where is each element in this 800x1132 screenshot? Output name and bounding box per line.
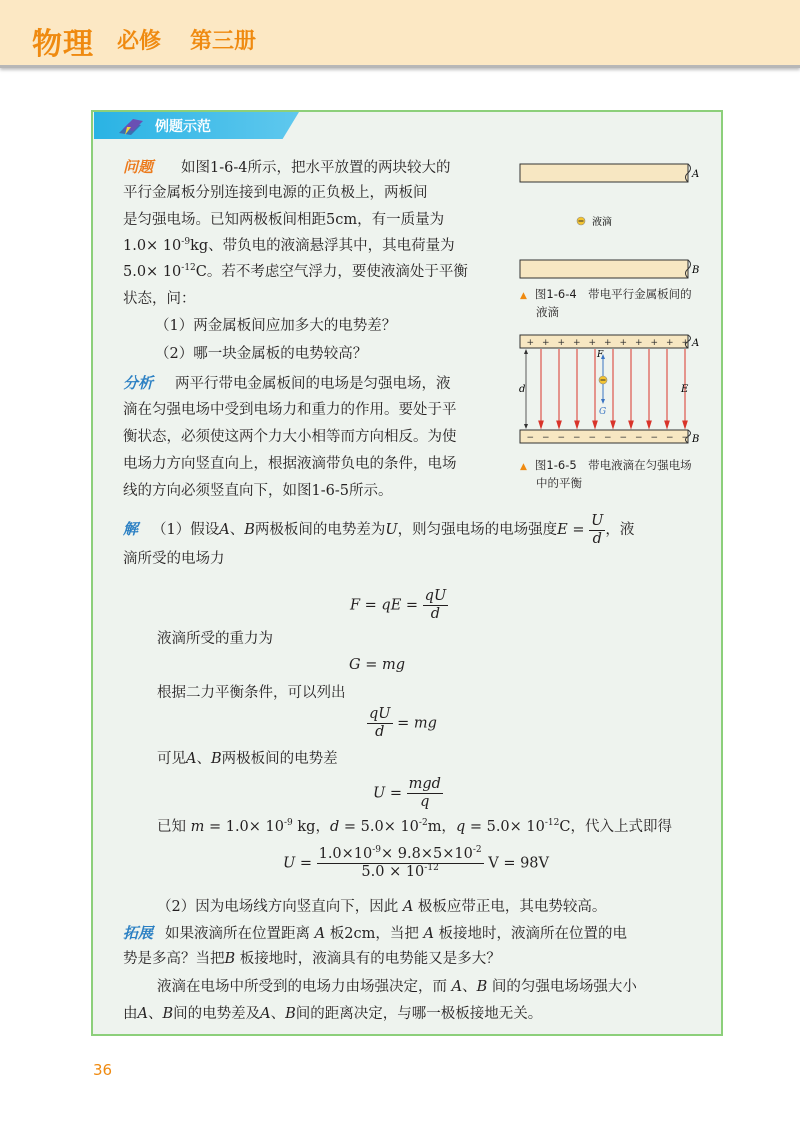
problem-line-1: 问题 如图1-6-4所示，把水平放置的两块较大的: [123, 158, 451, 176]
page-number: 36: [93, 1061, 113, 1079]
minus-sign: −: [666, 433, 674, 443]
equation-potential-diff: U = $\frac{\text{mgd}}{q}$: [373, 776, 441, 810]
equation-gravity: G = mg: [349, 657, 405, 673]
minus-sign: −: [557, 433, 566, 443]
minus-sign: −: [635, 433, 643, 443]
solution-label: 解: [123, 520, 139, 538]
extension-line-1: 拓展 如果液滴所在位置距离 A 板2cm，当把 A 板接地时，液滴所在位置的电: [123, 924, 628, 942]
triangle-icon: ▲: [520, 462, 527, 472]
problem-label: 问题: [123, 158, 154, 176]
question-2: （2）哪一块金属板的电势较高？: [155, 346, 368, 362]
extension-line-4: 由A、B间的电势差及A、B间的距离决定，与哪一极板接地无关。: [123, 1006, 543, 1022]
field-line-arrow: [665, 421, 669, 428]
problem-line-2: 平行金属板分别连接到电源的正负极上，两板间: [123, 185, 428, 201]
force-f-label: F: [597, 350, 604, 360]
analysis-line-2: 滴在匀强电场中受到电场力和重力的作用。要处于平: [123, 402, 457, 418]
distance-label: d: [519, 384, 526, 395]
header-required: 必修: [117, 29, 162, 54]
plus-sign: +: [681, 338, 690, 348]
extension-line-2: 势是多高？当把B 板接地时，液滴具有的电势能又是多大？: [123, 951, 501, 967]
plus-sign: +: [557, 338, 566, 348]
gravity-text: 液滴所受的重力为: [157, 631, 273, 647]
field-line-arrow: [557, 421, 561, 428]
field-line-arrow: [539, 421, 543, 428]
plate-a: [520, 164, 688, 182]
problem-line-6: 状态，问：: [123, 291, 196, 307]
known-values-text: 已知 $m = 1.0\times 10^{-9}$ kg，$d = 5.0\times 10^{-2}m$，$q = 5.0\times 10^{-12}C$，代入上式即得: [157, 818, 672, 835]
figure-charged-plates: [515, 158, 705, 288]
minus-sign: −: [619, 433, 628, 443]
plus-sign: +: [573, 338, 581, 348]
field-line-arrow: [611, 421, 615, 428]
header-volume: 第三册: [190, 29, 257, 54]
analysis-line-5: 线的方向必须竖直向下，如图1-6-5所示。: [123, 483, 393, 499]
page-header: [0, 0, 800, 68]
potential-diff-text: 可见A、B两极板间的电势差: [157, 751, 338, 767]
extension-line-3: 液滴在电场中所受到的电场力由场强决定，而 A、B 间的匀强电场场强大小: [157, 979, 637, 995]
plus-sign: +: [604, 338, 612, 348]
minus-sign: −: [588, 433, 597, 443]
droplet-label: 液滴: [592, 217, 612, 228]
header-subject: 物理: [32, 27, 94, 62]
equation-result: U = $\frac{1.0\times 10^{-9}\times 9.8\times 5\times 10^{-2}}{5.0 \times 10^{-12}}$ V = 98V: [283, 845, 549, 880]
book-icon: [117, 115, 145, 137]
analysis-label: 分析: [123, 374, 154, 392]
plus-sign: +: [650, 338, 659, 348]
plus-sign: +: [588, 338, 597, 348]
equation-balance: $\frac{qU}{d}$ = mg: [369, 706, 437, 740]
field-line-arrow: [647, 421, 651, 428]
plus-sign: +: [635, 338, 643, 348]
plus-sign: +: [542, 338, 550, 348]
minus-sign: −: [526, 433, 535, 443]
figure-uniform-field: [515, 330, 710, 450]
figure-2-caption: ▲ 图1-6-5 带电液滴在匀强电场 中的平衡: [520, 458, 692, 490]
problem-line-4: $1.0\times 10^{-9}kg$、带负电的液滴悬浮其中，其电荷量为: [123, 237, 455, 254]
plus-sign: +: [619, 338, 628, 348]
field-plate-b-label: B: [692, 434, 700, 445]
extension-label: 拓展: [123, 924, 154, 942]
field-plate-a-label: A: [692, 338, 700, 349]
plate-b-label: B: [692, 265, 700, 276]
analysis-line-3: 衡状态，必须使这两个力大小相等而方向相反。为使: [123, 429, 457, 445]
banner-title: 例题示范: [155, 119, 211, 135]
plus-sign: +: [526, 338, 535, 348]
field-lines: [539, 349, 687, 428]
field-line-arrow: [593, 421, 597, 428]
solution-line-2: 滴所受的电场力: [123, 551, 225, 567]
field-line-arrow: [575, 421, 579, 428]
minus-sign: −: [681, 433, 690, 443]
plate-b: [520, 260, 688, 278]
question-1: （1）两金属板间应加多大的电势差？: [155, 318, 397, 334]
plate-a-label: A: [692, 169, 700, 180]
plus-sign: +: [666, 338, 674, 348]
minus-sign: −: [542, 433, 550, 443]
solution-line-1: 解 （1）假设A、B两极板间的电势差为U，则匀强电场的电场强度E = $\frac{U}{d}$ ，液: [123, 512, 635, 547]
analysis-line-1: 分析 两平行带电金属板间的电场是匀强电场，液: [123, 374, 451, 392]
problem-line-3: 是匀强电场。已知两极板间相距5cm，有一质量为: [123, 212, 445, 228]
force-g-label: G: [599, 407, 607, 417]
field-e-label: E: [681, 384, 689, 395]
figure-1-caption: ▲ 图1-6-4 带电平行金属板间的 液滴: [520, 287, 692, 319]
analysis-line-4: 电场力方向竖直向上，根据液滴带负电的条件，电场: [123, 456, 457, 472]
field-strength-fraction: $\frac{U}{d}$: [591, 512, 604, 547]
minus-sign: −: [604, 433, 612, 443]
problem-line-5: $5.0\times 10^{-12}C$。若不考虑空气浮力，要使液滴处于平衡: [123, 263, 468, 280]
minus-sign: −: [650, 433, 659, 443]
solution-part-2: （2）因为电场线方向竖直向下，因此 A 极板应带正电，其电势较高。: [157, 899, 607, 915]
field-line-arrow: [629, 421, 633, 428]
field-line-arrow: [683, 421, 687, 428]
balance-text: 根据二力平衡条件，可以列出: [157, 685, 346, 701]
equation-electric-force: F = qE = $\frac{qU}{d}$: [350, 588, 447, 622]
triangle-icon: ▲: [520, 291, 527, 301]
minus-sign: −: [573, 433, 581, 443]
